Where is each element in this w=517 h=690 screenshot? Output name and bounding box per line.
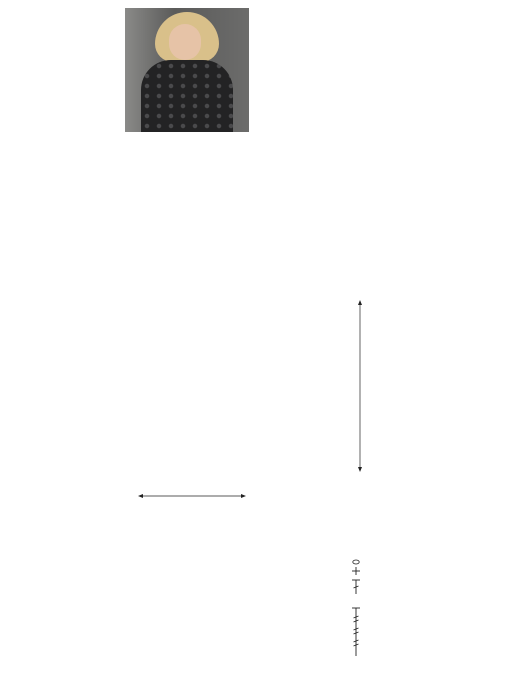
treble-cluster-icon — [352, 608, 360, 656]
scheme-2-chart — [14, 524, 344, 670]
rapport-horizontal — [138, 494, 246, 498]
rapport-vertical — [358, 300, 362, 472]
scheme-1-chart — [22, 274, 376, 504]
model-sweater — [141, 60, 233, 132]
model-face — [169, 24, 201, 60]
model-photo — [125, 8, 249, 132]
instructions-column-2 — [128, 136, 250, 138]
instructions-column-3 — [256, 8, 374, 10]
legend-symbols — [344, 558, 368, 658]
chain-icon — [353, 560, 359, 564]
double-crochet-icon — [352, 580, 360, 594]
instructions-column-1 — [12, 84, 122, 86]
instructions-column-4 — [380, 8, 506, 10]
